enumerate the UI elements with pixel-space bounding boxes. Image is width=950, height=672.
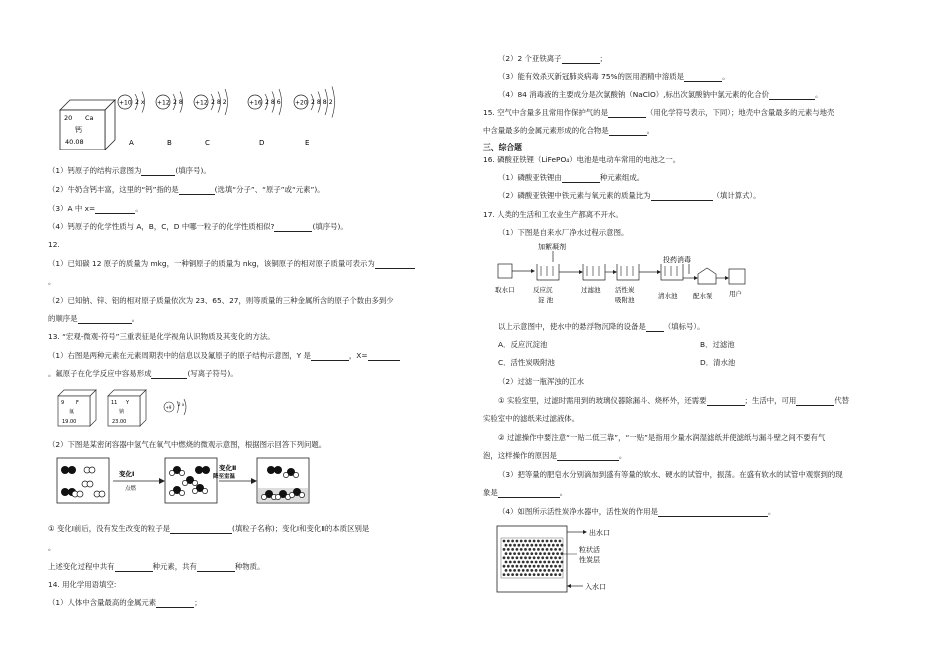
atom-diagram-d (248, 89, 282, 147)
carbon-label-2: 性炭层 (579, 556, 600, 564)
q16-2: （2）磷酸亚铁锂中铁元素与氧元素的质量比为 （填计算式）。 (498, 191, 761, 200)
svg-text:钠: 钠 (119, 409, 125, 415)
q11-1: （1）钙原子的结构示意图为 (填序号)。 (48, 166, 211, 175)
svg-text:2 8 2: 2 8 2 (211, 99, 227, 106)
inlet-label: 入水口 (585, 583, 606, 591)
q14-3: （3）能有效杀灭新冠肺炎病毒 75%的医用酒精中溶质是 。 (498, 72, 730, 81)
q14-4: （4）84 消毒液的主要成分是次氯酸钠（NaClO）,标出次氯酸钠中氯元素的化合价 。 (498, 90, 823, 99)
outlet-label: 出水口 (589, 529, 610, 537)
svg-text:氟: 氟 (69, 409, 75, 415)
q13-2a: ① 变化Ⅰ前后，没有发生改变的粒子是 (填粒子名称)；变化Ⅰ和变化Ⅱ的本质区别是 (48, 524, 370, 533)
q17-3: （3）把等量的肥皂水分别滴加到盛有等量的软水、硬水的试管中，振荡。在盛有软水的试管中观察到的现 (498, 470, 843, 479)
q13-2b: 上述变化过程中共有 种元素，共有 种物质。 (48, 562, 265, 571)
svg-text:23.00: 23.00 (112, 419, 127, 425)
ca-name: 钙 (75, 126, 82, 134)
q16-1: （1）磷酸亚铁锂由 种元素组成。 (498, 173, 645, 182)
q14-2: （2）2 个亚铁离子 ； (498, 54, 607, 63)
option-c: C．活性炭吸附池 (498, 358, 555, 367)
svg-text:2 8: 2 8 (173, 99, 183, 106)
carbon-filter-diagram (493, 522, 643, 596)
q17-2: （2）过滤一瓶浑浊的江水 (498, 377, 585, 386)
reaction-diagram (55, 456, 315, 506)
right-column (475, 0, 950, 672)
q14-1: （1）人体中含量最高的金属元素 ； (48, 598, 202, 607)
svg-text:变化Ⅱ: 变化Ⅱ (219, 464, 237, 472)
option-b: B．过滤池 (700, 340, 735, 349)
svg-text:淀 池: 淀 池 (538, 296, 554, 304)
q11-3: （3）A 中 x= 。 (48, 204, 143, 213)
svg-text:活性炭: 活性炭 (615, 286, 635, 294)
arrow-change2 (213, 463, 257, 484)
option-d: D．清水池 (700, 358, 736, 367)
svg-text:2 x: 2 x (178, 402, 185, 407)
user-house (729, 269, 745, 284)
svg-text:用户: 用户 (729, 290, 742, 298)
q14-title: 14. 用化学用语填空: (48, 580, 117, 589)
q17-1-question: 以上示意图中，使水中的悬浮物沉降的设备是 （填标号）。 (498, 322, 705, 331)
option-a: A．反应沉淀池 (498, 340, 548, 349)
q17-3-cont: 象是 。 (483, 488, 568, 497)
atom-diagram-a (118, 92, 145, 148)
svg-text:11: 11 (111, 400, 118, 406)
element-cards-figure (56, 386, 206, 428)
svg-text:降至室温: 降至室温 (213, 474, 236, 480)
q15: 15. 空气中含量多且常用作保护气的是 （用化学符号表示，下同）；地壳中含量最多的元素与地壳 (483, 108, 835, 117)
pump-house (698, 268, 716, 284)
q12-number: 12. (48, 240, 60, 249)
fluorine-atom-diagram (164, 399, 186, 415)
q12-1: （1）已知碳 12 原子的质量为 mkg，一种铜原子的质量为 nkg，该铜原子的相对原子质量可表示为 (48, 259, 415, 269)
svg-text:反应沉: 反应沉 (533, 286, 553, 294)
water-plant-diagram (493, 240, 753, 308)
svg-text:清水池: 清水池 (658, 292, 678, 300)
svg-text:+12: +12 (157, 99, 170, 107)
atom-diagram-c (194, 89, 228, 147)
ca-mass: 40.08 (65, 138, 84, 146)
ca-symbol: Ca (85, 114, 94, 122)
clear-tank (661, 264, 698, 280)
atom-label: A (129, 139, 134, 147)
arrow-change1 (113, 469, 165, 492)
intake-box (498, 264, 512, 278)
fluorine-card (58, 390, 96, 426)
q17-2b-cont: 泡，这样操作的原因是 。 (483, 451, 627, 460)
carbon-tank (617, 264, 661, 280)
atom-label: B (167, 139, 172, 147)
q13-1: （1）右图是两种元素在元素周期表中的信息以及氟原子的原子结构示意图，Y 是 ，X= (48, 351, 400, 361)
q17-4: （4）如图所示活性炭净水器中，活性炭的作用是 。 (498, 507, 776, 516)
section-3-title: 三、综合题 (483, 143, 522, 152)
atom-label: E (305, 139, 310, 147)
q16: 16. 磷酸亚铁锂（LiFePO₄）电池是电动车常用的电池之一。 (483, 155, 681, 164)
y-element-card (108, 390, 146, 426)
svg-text:F: F (76, 400, 79, 406)
q17-2a: ① 实验室里，过滤时需用到的玻璃仪器除漏斗、烧杯外，还需要 ；生活中，可用 代替 (498, 396, 850, 405)
q11-4: （4）钙原子的化学性质与 A，B，C，D 中哪一粒子的化学性质相似? (填序号)。 (48, 222, 348, 231)
svg-text:变化Ⅰ: 变化Ⅰ (119, 470, 135, 478)
svg-text:+10: +10 (119, 99, 132, 107)
svg-text:+9: +9 (165, 405, 172, 410)
atom-label: D (259, 139, 265, 147)
q13-title: 13. “宏观-微观-符号”三重表征是化学视角认识物质及其变化的方法。 (48, 332, 275, 341)
svg-text:+12: +12 (195, 99, 208, 107)
svg-text:19.00: 19.00 (62, 419, 77, 425)
q17-2b: ② 过滤操作中要注意“一贴二低三靠”，“一贴”是指用少量水润湿滤纸并使滤纸与漏斗壁之间不要有气 (498, 433, 826, 442)
svg-text:+20: +20 (295, 99, 308, 107)
svg-text:9: 9 (61, 400, 65, 406)
q17-1: （1）下图是自来水厂净水过程示意图。 (498, 228, 629, 237)
svg-text:取水口: 取水口 (495, 286, 515, 294)
q11-2: （2）牛奶含钙丰富，这里的“钙”指的是 (选填“分子”、“原子”或“元素”)。 (48, 185, 325, 194)
calcium-element-card (60, 100, 115, 150)
atom-diagram-b (156, 92, 183, 148)
q17: 17. 人类的生活和工农业生产都离不开水。 (483, 210, 623, 219)
svg-text:Y: Y (126, 400, 130, 406)
atom-label: C (205, 139, 210, 147)
disinfect-label: 投药消毒 (663, 256, 691, 264)
q12-2: （2）已知钠、锌、铝的相对原子质量依次为 23、65、27，则等质量的三种金属所含的原子个数由多到少 (48, 296, 394, 305)
svg-text:2 8 8 2: 2 8 8 2 (311, 99, 333, 106)
q12-2-cont: 的顺序是 。 (48, 314, 139, 323)
svg-text:2 x: 2 x (135, 99, 145, 106)
q17-2a-cont: 实验室中的滤纸来过滤液体。 (483, 414, 580, 423)
q12-1-end: 。 (48, 277, 56, 286)
q13-1-cont: 。氟原子在化学反应中容易形成 (写离子符号)。 (48, 369, 238, 378)
svg-text:配水泵: 配水泵 (693, 292, 713, 300)
carbon-label-1: 粒状活 (579, 546, 600, 554)
svg-text:吸附池: 吸附池 (615, 296, 635, 304)
coagulant-label: 加絮凝剂 (538, 243, 566, 251)
q13-2a-end: 。 (48, 543, 56, 552)
svg-text:点燃: 点燃 (125, 486, 137, 492)
ca-number: 20 (64, 114, 73, 122)
atom-diagram-e (294, 87, 335, 148)
filter-tank (583, 264, 617, 280)
q15-cont: 中含量最多的金属元素形成的化合物是 。 (483, 126, 655, 135)
reaction-tank (537, 264, 583, 280)
atom-structure-figure (55, 40, 355, 150)
svg-text:过滤池: 过滤池 (581, 286, 601, 294)
svg-text:2 8 6: 2 8 6 (265, 99, 281, 106)
q13-2: （2）下图是某密闭容器中氢气在氧气中燃烧的微观示意图，根据图示回答下列问题。 (48, 440, 327, 449)
svg-text:+16: +16 (249, 99, 262, 107)
